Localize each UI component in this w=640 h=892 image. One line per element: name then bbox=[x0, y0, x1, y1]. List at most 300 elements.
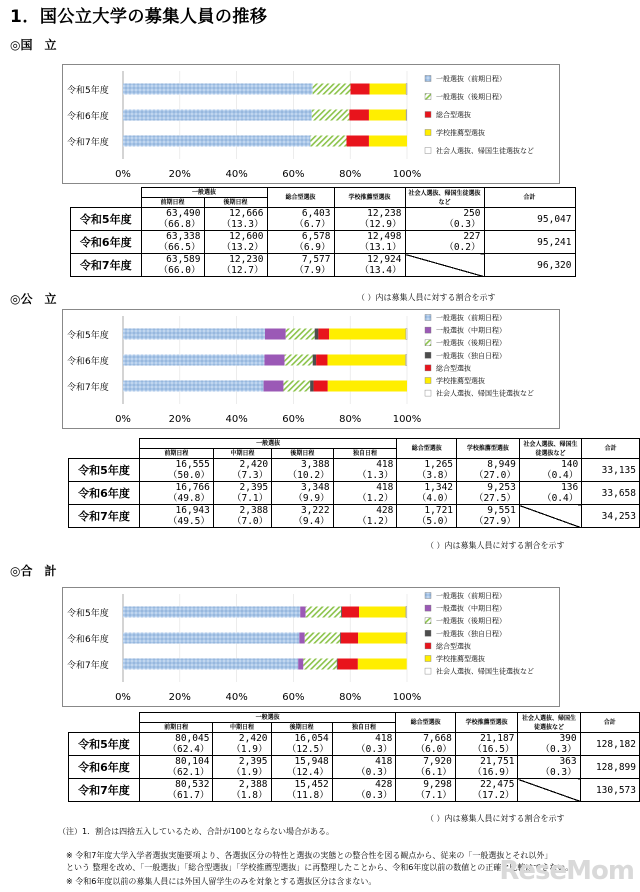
legend-label: 社会人選抜、帰国生徒選抜など bbox=[436, 147, 534, 155]
percent-cell: （0.3） bbox=[332, 790, 396, 802]
bar-segment-shakai bbox=[406, 633, 407, 644]
percent-cell: （12.9） bbox=[334, 219, 405, 231]
count-cell: 7,920 bbox=[396, 756, 455, 768]
row-label: 令和5年度 bbox=[69, 733, 140, 756]
x-tick-label: 100% bbox=[392, 692, 422, 703]
bar-segment-chuki bbox=[264, 381, 284, 392]
percent-cell: （50.0） bbox=[140, 470, 214, 482]
bar-segment-dokuji bbox=[315, 329, 319, 340]
legend-swatch-dokuji bbox=[425, 352, 431, 358]
legend-swatch-kouki bbox=[425, 94, 431, 100]
x-tick-label: 100% bbox=[392, 414, 422, 425]
percent-cell: （11.8） bbox=[271, 790, 332, 802]
bar-segment-dokuji bbox=[310, 381, 313, 392]
bar-segment-dokuji bbox=[340, 633, 341, 644]
chart-national bbox=[62, 64, 560, 184]
x-tick-label: 80% bbox=[339, 169, 362, 180]
table-row-pct bbox=[69, 767, 640, 779]
sub-header: 前期日程 bbox=[140, 449, 214, 459]
bar-segment-sogo bbox=[338, 659, 358, 670]
count-cell: 1,721 bbox=[397, 505, 457, 517]
bar-segment-suisen bbox=[358, 659, 407, 670]
count-cell: 1,265 bbox=[397, 459, 457, 471]
row-label: 令和6年度 bbox=[69, 482, 140, 505]
bar-segment-kouki bbox=[313, 84, 351, 95]
percent-cell: （49.8） bbox=[140, 493, 214, 505]
chart-public bbox=[62, 309, 560, 429]
bar-segment-chuki bbox=[298, 659, 303, 670]
bar-segment-shakai bbox=[406, 607, 407, 618]
column-header: 総合型選抜 bbox=[267, 188, 334, 208]
bar-segment-kouki bbox=[283, 381, 310, 392]
bar-segment-dokuji bbox=[313, 355, 316, 366]
count-cell: 2,388 bbox=[213, 505, 271, 517]
bar-segment-sogo bbox=[316, 355, 327, 366]
category-label: 令和5年度 bbox=[67, 86, 109, 96]
bar-segment-zenki bbox=[123, 329, 265, 340]
header-row bbox=[69, 713, 640, 723]
row-label: 令和6年度 bbox=[71, 231, 142, 254]
percent-cell: （7.0） bbox=[213, 516, 271, 528]
group-header: 一般選抜 bbox=[139, 713, 396, 723]
count-cell: 390 bbox=[518, 733, 580, 745]
table-row bbox=[69, 779, 640, 791]
chart-national-svg bbox=[63, 65, 559, 183]
table-row bbox=[69, 459, 640, 471]
count-cell: 418 bbox=[333, 482, 397, 494]
x-tick-label: 40% bbox=[225, 692, 248, 703]
bar-segment-kouki bbox=[285, 355, 313, 366]
percent-cell: （0.3） bbox=[518, 767, 580, 779]
percent-cell: （0.4） bbox=[519, 470, 581, 482]
column-header: 総合型選抜 bbox=[396, 713, 455, 733]
percent-cell: （66.8） bbox=[141, 219, 204, 231]
x-tick-label: 20% bbox=[168, 692, 191, 703]
bar-segment-suisen bbox=[329, 329, 406, 340]
x-tick-label: 40% bbox=[225, 414, 248, 425]
count-cell: 16,555 bbox=[140, 459, 214, 471]
bar-segment-suisen bbox=[327, 355, 405, 366]
footnote-2a: ※ 令和7年度大学入学者選抜実施要項より、各選抜区分の特性と選抜の実態との整合性を図る観点から、従来の「一般選抜とそれ以外」 bbox=[66, 851, 553, 860]
count-cell: 16,943 bbox=[140, 505, 214, 517]
column-header: 学校推薦型選抜 bbox=[334, 188, 405, 208]
corner-cell bbox=[71, 188, 142, 208]
percent-cell: （1.9） bbox=[213, 744, 271, 756]
category-label: 令和6年度 bbox=[67, 112, 109, 122]
sub-header: 前期日程 bbox=[139, 723, 213, 733]
column-header: 社会人選抜、帰国生徒選抜など bbox=[405, 188, 484, 208]
section-heading-national: ◎国 立 bbox=[10, 38, 57, 52]
legend-swatch-zenki bbox=[425, 76, 431, 82]
empty-slash-cell bbox=[518, 779, 580, 802]
percent-cell: （13.1） bbox=[334, 242, 405, 254]
count-cell: 12,498 bbox=[334, 231, 405, 243]
bar-segment-kouki bbox=[310, 136, 346, 147]
bar-segment-suisen bbox=[359, 607, 406, 618]
bar-segment-chuki bbox=[300, 607, 305, 618]
footnote-3: ※ 令和6年度以前の募集人員には外国人留学生のみを対象とする選抜区分は含まない。 bbox=[66, 877, 377, 886]
percent-cell: （0.3） bbox=[518, 744, 580, 756]
bar-segment-suisen bbox=[369, 110, 406, 121]
percent-cell: （1.2） bbox=[333, 493, 397, 505]
count-cell: 63,589 bbox=[141, 254, 204, 266]
chart-total bbox=[62, 587, 560, 707]
legend-label: 社会人選抜、帰国生徒選抜など bbox=[436, 667, 534, 676]
count-cell: 22,475 bbox=[455, 779, 518, 791]
percent-cell: （16.5） bbox=[455, 744, 518, 756]
bar-segment-dokuji bbox=[341, 607, 342, 618]
percent-cell: （13.2） bbox=[204, 242, 267, 254]
x-tick-label: 80% bbox=[339, 692, 362, 703]
category-label: 令和7年度 bbox=[67, 138, 109, 148]
percent-cell: （1.2） bbox=[333, 516, 397, 528]
table-row bbox=[71, 208, 576, 220]
row-label: 令和7年度 bbox=[69, 505, 140, 528]
x-tick-label: 0% bbox=[115, 414, 131, 425]
total-cell: 95,241 bbox=[484, 231, 575, 254]
x-tick-label: 0% bbox=[115, 692, 131, 703]
table-public bbox=[68, 438, 640, 528]
x-tick-label: 20% bbox=[168, 414, 191, 425]
empty-slash-cell bbox=[405, 254, 484, 277]
legend-swatch-sogo bbox=[425, 112, 431, 118]
percent-cell: （27.9） bbox=[457, 516, 520, 528]
count-cell: 418 bbox=[332, 733, 396, 745]
percent-cell: （6.0） bbox=[396, 744, 455, 756]
legend-swatch-suisen bbox=[425, 130, 431, 136]
bar-segment-sogo bbox=[318, 329, 329, 340]
bar-segment-sogo bbox=[350, 84, 369, 95]
percent-cell: （0.2） bbox=[405, 242, 484, 254]
sub-header: 中期日程 bbox=[213, 723, 271, 733]
bar-segment-suisen bbox=[328, 381, 407, 392]
sub-header: 中期日程 bbox=[213, 449, 271, 459]
category-label: 令和7年度 bbox=[67, 383, 109, 393]
bar-segment-suisen bbox=[358, 633, 406, 644]
count-cell: 6,403 bbox=[267, 208, 334, 220]
x-tick-label: 60% bbox=[282, 169, 305, 180]
total-cell: 128,899 bbox=[580, 756, 639, 779]
legend-swatch-suisen bbox=[425, 378, 431, 384]
percent-cell: （0.3） bbox=[405, 219, 484, 231]
percent-cell: （27.0） bbox=[457, 470, 520, 482]
percent-cell: （3.8） bbox=[397, 470, 457, 482]
x-tick-label: 60% bbox=[282, 692, 305, 703]
percent-cell: （10.2） bbox=[272, 470, 333, 482]
count-cell: 12,230 bbox=[204, 254, 267, 266]
percent-cell: （61.7） bbox=[139, 790, 213, 802]
column-header: 社会人選抜、帰国生徒選抜など bbox=[518, 713, 580, 733]
bar-segment-suisen bbox=[369, 136, 407, 147]
table-row bbox=[71, 254, 576, 266]
bar-segment-sogo bbox=[314, 381, 328, 392]
bar-segment-sogo bbox=[342, 607, 359, 618]
count-cell: 8,949 bbox=[457, 459, 520, 471]
percent-cell: （0.4） bbox=[519, 493, 581, 505]
legend-label: 一般選抜（前期日程） bbox=[436, 75, 506, 83]
legend-label: 一般選抜（後期日程） bbox=[436, 617, 506, 626]
percent-cell: （6.1） bbox=[396, 767, 455, 779]
bar-segment-shakai bbox=[406, 329, 407, 340]
bar-segment-zenki bbox=[123, 381, 264, 392]
legend-swatch-shakai bbox=[425, 148, 431, 154]
row-label: 令和7年度 bbox=[69, 779, 140, 802]
total-cell: 96,320 bbox=[484, 254, 575, 277]
bar-segment-chuki bbox=[265, 329, 286, 340]
count-cell: 15,452 bbox=[271, 779, 332, 791]
table-row-pct bbox=[69, 493, 640, 505]
count-cell: 418 bbox=[333, 459, 397, 471]
chart-public-svg bbox=[63, 310, 559, 428]
sub-header: 後期日程 bbox=[271, 723, 332, 733]
corner-cell bbox=[69, 713, 140, 733]
bar-segment-zenki bbox=[123, 633, 299, 644]
percent-cell: （7.3） bbox=[213, 470, 271, 482]
legend-label: 総合型選抜 bbox=[436, 364, 471, 373]
footnote-1: （注）1．割合は四捨五入しているため、合計が100とならない場合がある。 bbox=[58, 827, 335, 836]
bar-segment-suisen bbox=[370, 84, 407, 95]
count-cell: 9,551 bbox=[457, 505, 520, 517]
legend-swatch-dokuji bbox=[425, 630, 431, 636]
footnote-2b: という 整理を改め、「一般選抜」「総合型選抜」「学校推薦型選抜」に再整理したことから、令和6年度以前の数値との正確な比較はできない。 bbox=[66, 863, 574, 872]
count-cell: 250 bbox=[405, 208, 484, 220]
legend-label: 一般選抜（独自日程） bbox=[436, 351, 506, 360]
count-cell: 63,338 bbox=[141, 231, 204, 243]
count-cell: 12,238 bbox=[334, 208, 405, 220]
x-tick-label: 0% bbox=[115, 169, 131, 180]
percent-cell: （1.8） bbox=[213, 790, 271, 802]
bar-segment-zenki bbox=[123, 607, 300, 618]
percent-cell: （62.4） bbox=[139, 744, 213, 756]
percent-cell: （7.1） bbox=[396, 790, 455, 802]
bar-segment-shakai bbox=[406, 84, 407, 95]
total-cell: 34,253 bbox=[582, 505, 640, 528]
resemom-logo: ReseMom bbox=[499, 856, 634, 886]
table-note-national: （ ）内は募集人員に対する割合を示す bbox=[357, 293, 496, 302]
page-title: 1．国公立大学の募集人員の推移 bbox=[10, 7, 268, 27]
count-cell: 16,054 bbox=[271, 733, 332, 745]
legend-label: 学校推薦型選抜 bbox=[436, 377, 485, 385]
bar-segment-kouki bbox=[286, 329, 315, 340]
bar-segment-sogo bbox=[349, 110, 369, 121]
count-cell: 2,395 bbox=[213, 482, 271, 494]
x-tick-label: 60% bbox=[282, 414, 305, 425]
count-cell: 63,490 bbox=[141, 208, 204, 220]
total-cell: 95,047 bbox=[484, 208, 575, 231]
count-cell: 363 bbox=[518, 756, 580, 768]
legend-label: 一般選抜（前期日程） bbox=[436, 592, 506, 600]
percent-cell: （62.1） bbox=[139, 767, 213, 779]
percent-cell: （12.5） bbox=[271, 744, 332, 756]
sub-header: 独自日程 bbox=[332, 723, 396, 733]
corner-cell bbox=[69, 439, 140, 459]
percent-cell: （17.2） bbox=[455, 790, 518, 802]
category-label: 令和5年度 bbox=[67, 609, 109, 619]
count-cell: 3,388 bbox=[272, 459, 333, 471]
sub-header: 独自日程 bbox=[333, 449, 397, 459]
legend-label: 一般選抜（前期日程） bbox=[436, 314, 506, 322]
legend-swatch-chuki bbox=[425, 327, 431, 333]
total-cell: 33,135 bbox=[582, 459, 640, 482]
bar-segment-shakai bbox=[406, 110, 407, 121]
count-cell: 140 bbox=[519, 459, 581, 471]
table-total bbox=[68, 712, 640, 802]
bar-segment-kouki bbox=[306, 607, 342, 618]
row-label: 令和5年度 bbox=[69, 459, 140, 482]
count-cell: 3,348 bbox=[272, 482, 333, 494]
header-row bbox=[71, 188, 576, 198]
x-tick-label: 40% bbox=[225, 169, 248, 180]
column-header: 学校推薦型選抜 bbox=[457, 439, 520, 459]
count-cell: 2,388 bbox=[213, 779, 271, 791]
chart-total-svg bbox=[63, 588, 559, 706]
table-national bbox=[70, 187, 576, 277]
empty-slash-cell bbox=[519, 505, 581, 528]
table-row-pct bbox=[69, 470, 640, 482]
bar-segment-chuki bbox=[264, 355, 284, 366]
percent-cell: （16.9） bbox=[455, 767, 518, 779]
section-heading-total: ◎合 計 bbox=[10, 564, 57, 578]
bar-segment-zenki bbox=[123, 110, 312, 121]
category-label: 令和5年度 bbox=[67, 331, 109, 341]
percent-cell: （12.4） bbox=[271, 767, 332, 779]
bar-segment-zenki bbox=[123, 84, 313, 95]
percent-cell: （6.9） bbox=[267, 242, 334, 254]
count-cell: 80,532 bbox=[139, 779, 213, 791]
count-cell: 21,751 bbox=[455, 756, 518, 768]
group-header: 一般選抜 bbox=[141, 188, 267, 198]
total-cell: 130,573 bbox=[580, 779, 639, 802]
table-note-total: （ ）内は募集人員に対する割合を示す bbox=[426, 814, 565, 823]
bar-segment-sogo bbox=[347, 136, 369, 147]
column-header: 合計 bbox=[582, 439, 640, 459]
count-cell: 21,187 bbox=[455, 733, 518, 745]
legend-label: 一般選抜（中期日程） bbox=[436, 604, 506, 613]
count-cell: 80,104 bbox=[139, 756, 213, 768]
table-row-pct bbox=[69, 744, 640, 756]
legend-swatch-sogo bbox=[425, 643, 431, 649]
table-row bbox=[69, 733, 640, 745]
legend-swatch-shakai bbox=[425, 390, 431, 396]
legend-swatch-chuki bbox=[425, 605, 431, 611]
count-cell: 12,600 bbox=[204, 231, 267, 243]
x-tick-label: 20% bbox=[168, 169, 191, 180]
percent-cell: （0.3） bbox=[332, 767, 396, 779]
bar-segment-kouki bbox=[303, 659, 337, 670]
percent-cell: （13.3） bbox=[204, 219, 267, 231]
count-cell: 9,298 bbox=[396, 779, 455, 791]
sub-header: 後期日程 bbox=[272, 449, 333, 459]
count-cell: 16,766 bbox=[140, 482, 214, 494]
percent-cell: （66.5） bbox=[141, 242, 204, 254]
table-row bbox=[69, 482, 640, 494]
legend-swatch-kouki bbox=[425, 618, 431, 624]
percent-cell: （49.5） bbox=[140, 516, 214, 528]
legend-label: 総合型選抜 bbox=[436, 111, 471, 119]
count-cell: 12,666 bbox=[204, 208, 267, 220]
section-heading-public: ◎公 立 bbox=[10, 292, 57, 306]
percent-cell: （0.3） bbox=[332, 744, 396, 756]
bar-segment-kouki bbox=[312, 110, 349, 121]
count-cell: 136 bbox=[519, 482, 581, 494]
row-label: 令和6年度 bbox=[69, 756, 140, 779]
count-cell: 9,253 bbox=[457, 482, 520, 494]
table-row bbox=[69, 756, 640, 768]
percent-cell: （5.0） bbox=[397, 516, 457, 528]
x-tick-label: 100% bbox=[392, 169, 422, 180]
bar-segment-zenki bbox=[123, 659, 298, 670]
table-row bbox=[69, 505, 640, 517]
percent-cell: （27.5） bbox=[457, 493, 520, 505]
column-header: 合計 bbox=[580, 713, 639, 733]
percent-cell: （9.4） bbox=[272, 516, 333, 528]
bar-segment-shakai bbox=[406, 355, 407, 366]
count-cell: 1,342 bbox=[397, 482, 457, 494]
bar-segment-dokuji bbox=[337, 659, 338, 670]
column-header: 総合型選抜 bbox=[397, 439, 457, 459]
count-cell: 80,045 bbox=[139, 733, 213, 745]
percent-cell: （66.0） bbox=[141, 265, 204, 277]
count-cell: 2,395 bbox=[213, 756, 271, 768]
bar-segment-kouki bbox=[305, 633, 340, 644]
bar-segment-zenki bbox=[123, 136, 310, 147]
category-label: 令和7年度 bbox=[67, 661, 109, 671]
count-cell: 6,578 bbox=[267, 231, 334, 243]
bar-segment-chuki bbox=[299, 633, 304, 644]
count-cell: 15,948 bbox=[271, 756, 332, 768]
total-cell: 33,658 bbox=[582, 482, 640, 505]
count-cell: 418 bbox=[332, 756, 396, 768]
bar-segment-sogo bbox=[341, 633, 358, 644]
count-cell: 428 bbox=[332, 779, 396, 791]
count-cell: 227 bbox=[405, 231, 484, 243]
count-cell: 2,420 bbox=[213, 459, 271, 471]
legend-swatch-kouki bbox=[425, 340, 431, 346]
percent-cell: （7.9） bbox=[267, 265, 334, 277]
percent-cell: （12.7） bbox=[204, 265, 267, 277]
header-row bbox=[69, 439, 640, 449]
legend-label: 総合型選抜 bbox=[436, 642, 471, 651]
legend-label: 一般選抜（中期日程） bbox=[436, 326, 506, 335]
legend-swatch-zenki bbox=[425, 593, 431, 599]
percent-cell: （4.0） bbox=[397, 493, 457, 505]
row-label: 令和7年度 bbox=[71, 254, 142, 277]
legend-swatch-suisen bbox=[425, 656, 431, 662]
x-tick-label: 80% bbox=[339, 414, 362, 425]
sub-header: 前期日程 bbox=[141, 198, 204, 208]
percent-cell: （7.1） bbox=[213, 493, 271, 505]
legend-label: 一般選抜（後期日程） bbox=[436, 93, 506, 101]
legend-swatch-sogo bbox=[425, 365, 431, 371]
percent-cell: （6.7） bbox=[267, 219, 334, 231]
total-cell: 128,182 bbox=[580, 733, 639, 756]
column-header: 学校推薦型選抜 bbox=[455, 713, 518, 733]
table-note-public: （ ）内は募集人員に対する割合を示す bbox=[426, 541, 565, 550]
category-label: 令和6年度 bbox=[67, 357, 109, 367]
column-header: 社会人選抜、帰国生徒選抜など bbox=[519, 439, 581, 459]
bar-segment-zenki bbox=[123, 355, 264, 366]
category-label: 令和6年度 bbox=[67, 635, 109, 645]
legend-label: 社会人選抜、帰国生徒選抜など bbox=[436, 389, 534, 398]
percent-cell: （9.9） bbox=[272, 493, 333, 505]
sub-header: 後期日程 bbox=[204, 198, 267, 208]
count-cell: 7,668 bbox=[396, 733, 455, 745]
legend-swatch-zenki bbox=[425, 315, 431, 321]
group-header: 一般選抜 bbox=[140, 439, 397, 449]
count-cell: 12,924 bbox=[334, 254, 405, 266]
legend-label: 一般選抜（独自日程） bbox=[436, 629, 506, 638]
legend-label: 一般選抜（後期日程） bbox=[436, 339, 506, 348]
